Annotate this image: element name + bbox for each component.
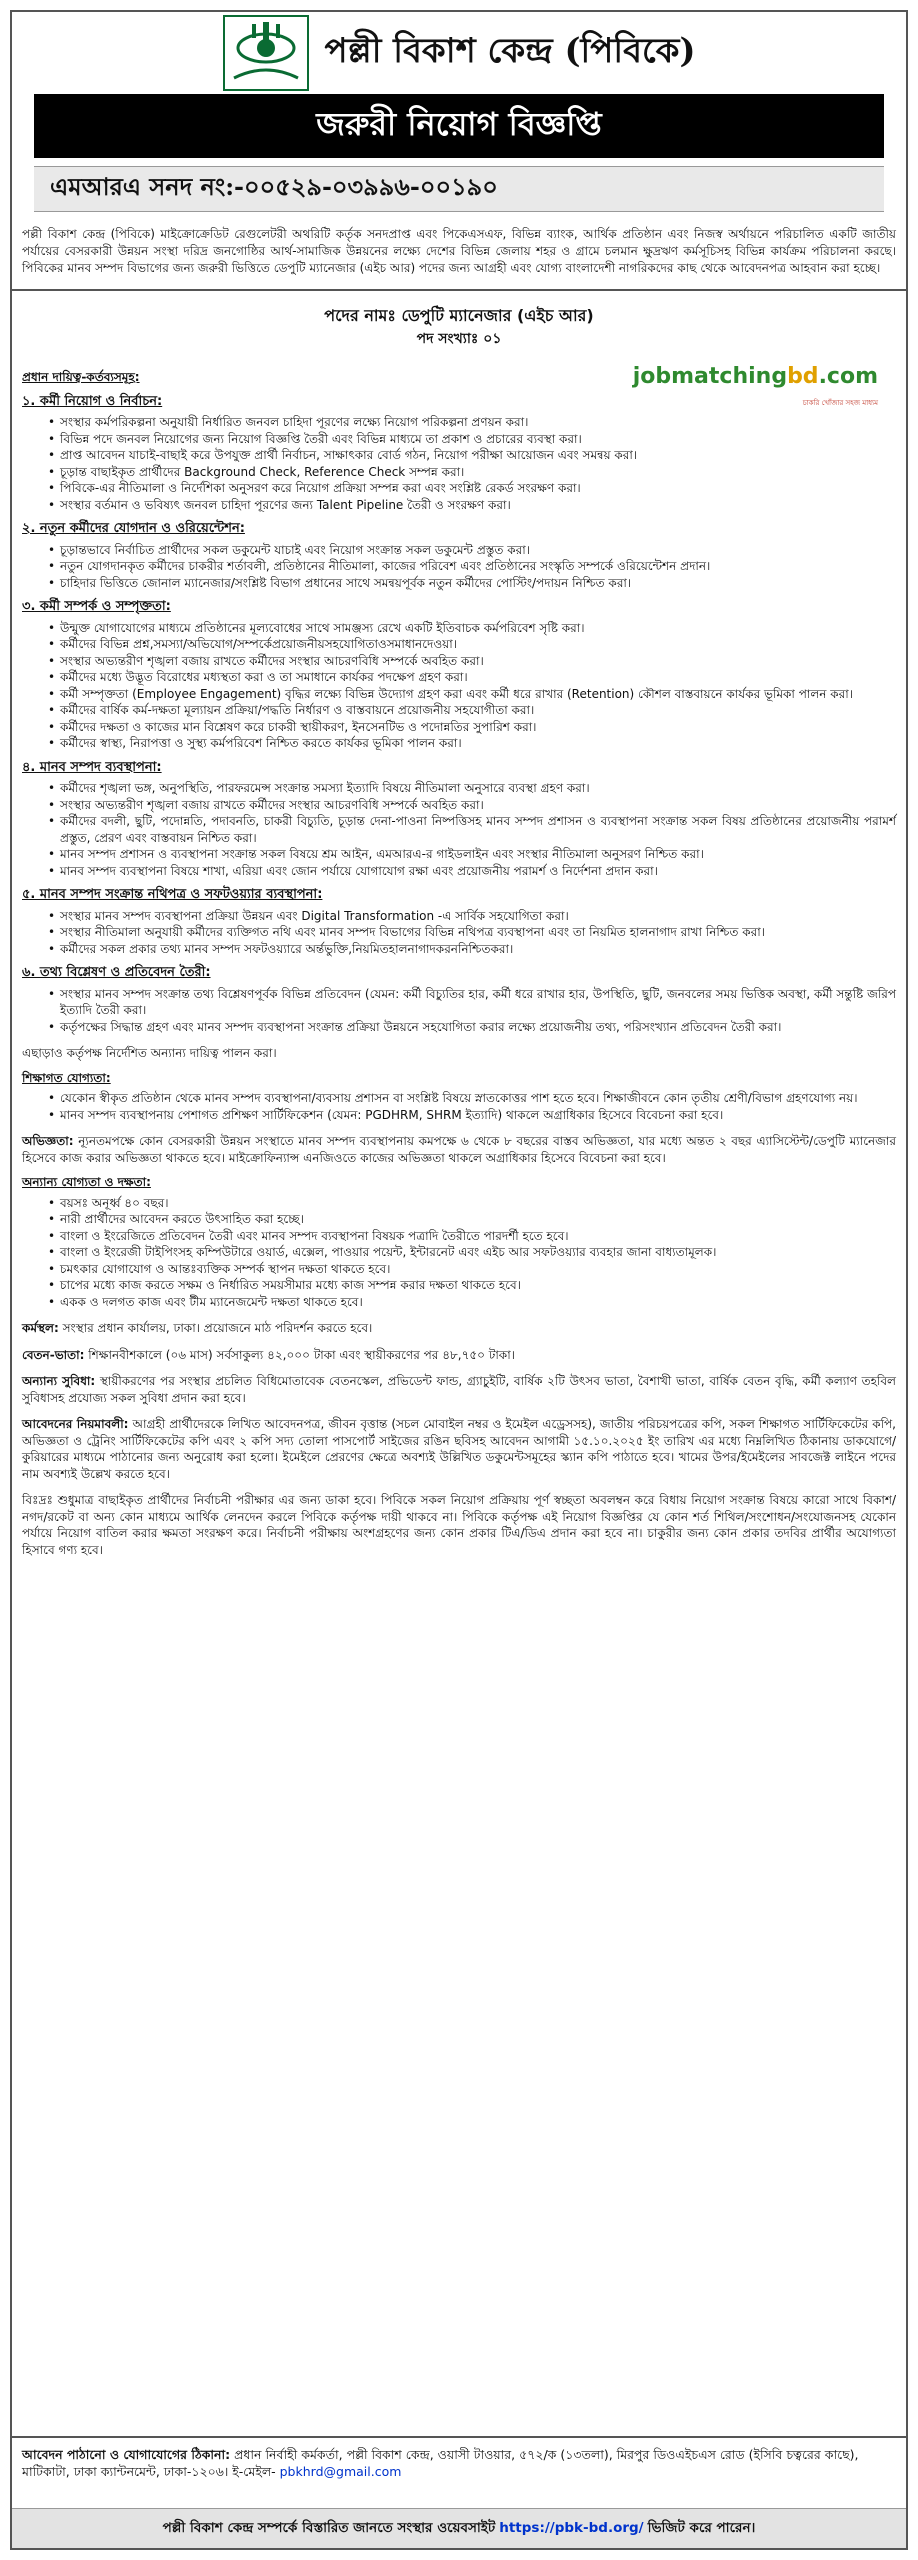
list-item: • সংস্থার কর্মপরিকল্পনা অনুযায়ী নির্ধারিত জনবল চাহিদা পূরণের লক্ষ্যে নিয়োগ পরিকল্পনা প্রণয়ন করা।: [60, 414, 896, 431]
list-item: • চূড়ান্তভাবে নির্বাচিত প্রার্থীদের সকল ডকুমেন্ট যাচাই এবং নিয়োগ সংক্রান্ত সকল ডকুমেন্ট প্রস্তুত করা।: [60, 542, 896, 559]
website-link[interactable]: https://pbk-bd.org/: [499, 2520, 644, 2536]
list-item: • বাংলা ও ইংরেজী টাইপিংসহ কম্পিউটারে ওয়ার্ড, এক্সেল, পাওয়ার পয়েন্ট, ইন্টারনেট এবং এইচ আর সফটওয়্যার ব্যবহার জানা বাধ্যতামূলক।: [60, 1244, 896, 1261]
website-bar-prefix: পল্লী বিকাশ কেন্দ্র সম্পর্কে বিস্তারিত জানতে সংস্থার ওয়েবসাইট: [162, 2520, 496, 2536]
list-item: • চাপের মধ্যে কাজ করতে সক্ষম ও নির্ধারিত সময়সীমার মধ্যে কাজ সম্পন্ন করার দক্ষতা থাকতে হবে।: [60, 1277, 896, 1294]
other-duties: এছাড়াও কর্তৃপক্ষ নির্দেশিত অন্যান্য দায়িত্ব পালন করা।: [22, 1046, 277, 1060]
list-item: • মানব সম্পদ প্রশাসন ও ব্যবস্থাপনা সংক্রান্ত সকল বিষয়ে শ্রম আইন, এমআরএ-র গাইডলাইন এবং সংস্থার নীতিমালা অনুসরণ নিশ্চিত করা।: [60, 846, 896, 863]
post-count: পদ সংখ্যাঃ ০১: [416, 331, 502, 347]
list-item: • সংস্থার অভ্যন্তরীণ শৃঙ্খলা বজায় রাখতে কর্মীদের সংস্থার আচরণবিধি সম্পর্কে অবহিত করা।: [60, 797, 896, 814]
content: [12, 361, 906, 1558]
main-duties-label: প্রধান দায়িত্ব-কর্তব্যসমূহ:: [22, 370, 140, 384]
application-rules-text: আগ্রহী প্রার্থীদেরকে লিখিত আবেদনপত্র, জীবন বৃত্তান্ত (সচল মোবাইল নম্বর ও ইমেইল এড্রেসসহ), জাতীয় পরিচয়পত্রের কপি, সকল শিক্ষাগত সার্টিফিকেটের কপি, অভিজ্ঞতা ও ট্রেনিং সার্টিফিকেটের কপি এবং ২ কপি সদ্য তোলা পাসপোর্ট সাইজের রঙিন ছবিসহ আবেদন আগামী ১৫.১০.২০২৫ ইং তারিখ এর মধ্যে নিম্নলিখিত ঠিকানায় ডাকযোগে/কুরিয়ারের মাধ্যমে পাঠানোর জন্য অনুরোধ করা হলো। ইমেইলে প্রেরণের ক্ষেত্রে অবশ্যই উল্লিখিত ডকুমেন্টসমূহের স্ক্যান কপি পাঠাতে হবে। খামের উপর/ইমেইলের সাবজেক্ট লাইনে পদের নাম অবশ্যই উল্লেখ করতে হবে।: [22, 1417, 896, 1481]
section-title: ৬. তথ্য বিশ্লেষণ ও প্রতিবেদন তৈরী:: [22, 965, 211, 980]
post-title: পদের নামঃ ডেপুটি ম্যানেজার (এইচ আর): [324, 306, 594, 325]
section-list: [50, 542, 896, 592]
list-item: • পিবিকে-এর নীতিমালা ও নির্দেশিকা অনুসরণ করে নিয়োগ প্রক্রিয়া সম্পন্ন করা এবং সংশ্লিষ্ট রেকর্ড সংরক্ষণ করা।: [60, 480, 896, 497]
contact-address-text: প্রধান নির্বাহী কর্মকর্তা, পল্লী বিকাশ কেন্দ্র, ওয়াসী টাওয়ার, ৫৭২/ক (১৩তলা), মিরপুর ডিওএইচএস রোড (ইসিবি চত্বরের কাছে), মাটিকাটা, ঢাকা ক্যান্টনমেন্ট, ঢাকা-১২০৬। ই-মেইল-: [22, 2447, 859, 2479]
website-bar-suffix: ভিজিট করে পারেন।: [647, 2520, 756, 2536]
application-rules-paragraph: [22, 1416, 896, 1482]
intro-paragraph: পল্লী বিকাশ কেন্দ্র (পিবিকে) মাইক্রোক্রেডিট রেগুলেটরী অথরিটি কর্তৃক সনদপ্রাপ্ত এবং পিকেএসএফ, বিভিন্ন ব্যাংক, আর্থিক প্রতিষ্ঠান এবং নিজস্ব অর্থায়নে পরিচালিত একটি জাতীয় পর্যায়ের বেসরকারী উন্নয়ন সংস্থা দরিদ্র জনগোষ্ঠির আর্থ-সামাজিক উন্নয়নের লক্ষ্যে দেশের বিভিন্ন জেলায় শহর ও গ্রামে চলমান ক্ষুদ্রঋণ কর্মসূচিসহ বিভিন্ন কার্যক্রম পরিচালনা করছে। পিবিকের মানব সম্পদ বিভাগের জন্য জরুরী ভিত্তিতে ডেপুটি ম্যানেজার (এইচ আর) পদের জন্য আগ্রহী এবং যোগ্য বাংলাদেশী নাগরিকদের কাছ থেকে আবেদনপত্র আহবান করা হচ্ছে।: [22, 227, 896, 275]
organization-logo-icon: [222, 14, 310, 92]
benefits-paragraph: [22, 1373, 896, 1406]
footer: [12, 2436, 906, 2548]
list-item: • কর্তৃপক্ষের সিদ্ধান্ত গ্রহণ এবং মানব সম্পদ ব্যবস্থাপনা সংক্রান্ত প্রক্রিয়া উন্নয়নে সহযোগিতা করার লক্ষ্যে প্রয়োজনীয় তথ্য, পরিসংখ্যান প্রতিবেদন তৈরী করা।: [60, 1019, 896, 1036]
section-list: [50, 780, 896, 879]
list-item: • বাংলা ও ইংরেজিতে প্রতিবেদন তৈরী এবং মানব সম্পদ ব্যবস্থাপনা বিষয়ক পত্রাদি তৈরীতে পারদর্শী হতে হবে।: [60, 1228, 896, 1245]
note-label: বিঃদ্রঃ: [22, 1493, 53, 1507]
list-item: • কর্মীদের স্বাস্থ্য, নিরাপত্তা ও সুস্থ্য কর্মপরিবেশ নিশ্চিত করতে কার্যকর ভূমিকা পালন করা।: [60, 735, 896, 752]
watermark-accent: bd: [787, 364, 819, 389]
list-item: • কর্মীদের বার্ষিক কর্ম-দক্ষতা মূল্যায়ন প্রক্রিয়া/পদ্ধতি নির্ধারণ ও বাস্তবায়নে প্রয়োজনীয় সহযোগীতা করা।: [60, 702, 896, 719]
list-item: • কর্মীদের বদলী, ছুটি, পদোন্নতি, পদাবনতি, চাকরী বিচ্যুতি, চূড়ান্ত দেনা-পাওনা নিষ্পত্তিসহ মানব সম্পদ প্রশাসন ও ব্যবস্থাপনা সংক্রান্ত সকল বিষয় প্রতিষ্ঠানের প্রয়োজনীয় পরামর্শ প্রস্তুত, প্রেরণ এবং বাস্তবায়ন নিশ্চিত করা।: [60, 813, 896, 846]
experience-text: ন্যূনতমপক্ষে কোন বেসরকারী উন্নয়ন সংস্থাতে মানব সম্পদ ব্যবস্থাপনায় কমপক্ষে ৬ থেকে ৮ বছরের বাস্তব অভিজ্ঞতা, যার মধ্যে অন্তত ২ বছর এ্যাসিস্টেন্ট/ডেপুটি ম্যানেজার হিসেবে কাজ করার অভিজ্ঞতা থাকতে হবে। মাইক্রোফিন্যান্স এনজিওতে কাজের অভিজ্ঞতা থাকলে অগ্রাধিকার হিসেবে বিবেচনা করা হবে।: [22, 1134, 896, 1165]
registration-number: এমআরএ সনদ নং:-০০৫২৯-০৩৯৯৬-০০১৯০: [34, 166, 884, 212]
list-item: • বয়সঃ অনূর্ধ্ব ৪০ বছর।: [60, 1195, 896, 1212]
contact-address-label: আবেদন পাঠানো ও যোগাযোগের ঠিকানা:: [22, 2447, 231, 2462]
list-item: • চমৎকার যোগাযোগ ও আন্তঃব্যক্তিক সম্পর্ক স্থাপন দক্ষতা থাকতে হবে।: [60, 1261, 896, 1278]
list-item: • সংস্থার বর্তমান ও ভবিষ্যৎ জনবল চাহিদা পূরণের জন্য Talent Pipeline তৈরী ও সংরক্ষণ করা।: [60, 497, 896, 514]
watermark-main: jobmatching: [632, 364, 788, 389]
list-item: • চূড়ান্ত বাছাইকৃত প্রার্থীদের Background Check, Reference Check সম্পন্ন করা।: [60, 464, 896, 481]
list-item: • কর্মীদের মধ্যে উদ্ভূত বিরোধের মধ্যস্থতা করা ও তা সমাধানে কার্যকর পদক্ষেপ গ্রহণ করা।: [60, 669, 896, 686]
list-item: • সংস্থার নীতিমালা অনুযায়ী কর্মীদের ব্যক্তিগত নথি এবং মানব সম্পদ বিভাগের বিভিন্ন নথিপত্র ব্যবস্থাপনা এবং তা নিয়মিত হালনাগাদ রাখা নিশ্চিত করা।: [60, 924, 896, 941]
experience-paragraph: [22, 1133, 896, 1166]
salary-paragraph: [22, 1347, 896, 1364]
list-item: • কর্মীদের বিভিন্ন প্রশ্ন,সমস্যা/অভিযোগ/সম্পর্কেপ্রয়োজনীয়সহযোগিতাওসমাধানদেওয়া।: [60, 636, 896, 653]
job-notice-page: [10, 10, 908, 2550]
workplace-label: কর্মস্থল:: [22, 1321, 59, 1335]
section-list: [50, 986, 896, 1036]
list-item: • একক ও দলগত কাজ এবং টীম ম্যানেজমেন্ট দক্ষতা থাকতে হবে।: [60, 1294, 896, 1311]
experience-label: অভিজ্ঞতা:: [22, 1134, 74, 1148]
section-list: [50, 908, 896, 958]
list-item: • মানব সম্পদ ব্যবস্থাপনায় পেশাগত প্রশিক্ষণ সার্টিফিকেশন (যেমন: PGDHRM, SHRM ইত্যাদি) থাকলে অগ্রাধিকার হিসেবে বিবেচনা করা হবে।: [60, 1107, 896, 1124]
section-title: ৫. মানব সম্পদ সংক্রান্ত নথিপত্র ও সফটওয়্যার ব্যবস্থাপনা:: [22, 887, 323, 902]
workplace-text: সংস্থার প্রধান কার্যালয়, ঢাকা। প্রয়োজনে মাঠ পরিদর্শন করতে হবে।: [58, 1321, 373, 1335]
list-item: • কর্মী সম্পৃক্ততা (Employee Engagement) বৃদ্ধির লক্ষ্যে বিভিন্ন উদ্যোগ গ্রহণ করা এবং কর্মী ধরে রাখার (Retention) কৌশল বাস্তবায়নে কার্যকর ভূমিকা পালন করা।: [60, 686, 896, 703]
education-list: [50, 1090, 896, 1123]
jobmatching-watermark: [632, 364, 878, 407]
list-item: • যেকোন স্বীকৃত প্রতিষ্ঠান থেকে মানব সম্পদ ব্যবস্থাপনা/ব্যবসায় প্রশাসন বা সংশ্লিষ্ট বিষয়ে স্নাতকোত্তর পাশ হতে হবে। শিক্ষাজীবনে কোন তৃতীয় শ্রেণী/বিভাগ গ্রহণযোগ্য নয়।: [60, 1090, 896, 1107]
other-qualifications-list: [50, 1195, 896, 1311]
section-title: ১. কর্মী নিয়োগ ও নির্বাচন:: [22, 393, 163, 409]
education-title: শিক্ষাগত যোগ্যতা:: [22, 1070, 111, 1085]
list-item: • নতুন যোগদানকৃত কর্মীদের চাকরীর শর্তাবলী, প্রতিষ্ঠানের নীতিমালা, কাজের পরিবেশ এবং প্রতিষ্ঠানের সংস্কৃতি সম্পর্কে ওরিয়েন্টেশন প্রদান।: [60, 558, 896, 575]
list-item: • বিভিন্ন পদে জনবল নিয়োগের জন্য নিয়োগ বিজ্ঞপ্তি তৈরী এবং বিভিন্ন মাধ্যমে তা প্রকাশ ও প্রচারের ব্যবস্থা করা।: [60, 431, 896, 448]
other-qualifications-title: অন্যান্য যোগ্যতা ও দক্ষতা:: [22, 1175, 151, 1189]
watermark-tail: .com: [818, 364, 878, 389]
list-item: • প্রাপ্ত আবেদন যাচাই-বাছাই করে উপযুক্ত প্রার্থী নির্বাচন, সাক্ষাৎকার বোর্ড গঠন, নিয়োগ পরীক্ষা আয়োজন এবং সমন্বয় করা।: [60, 447, 896, 464]
list-item: • কর্মীদের শৃঙ্খলা ভঙ্গ, অনুপস্থিতি, পারফরমেন্স সংক্রান্ত সমস্যা ইত্যাদি বিষয়ে নীতিমালা অনুসারে ব্যবস্থা গ্রহণ করা।: [60, 780, 896, 797]
list-item: • উন্মুক্ত যোগাযোগের মাধ্যমে প্রতিষ্ঠানের মূল্যবোধের সাথে সামঞ্জস্য রেখে একটি ইতিবাচক কর্মপরিবেশ সৃষ্টি করা।: [60, 620, 896, 637]
header: [12, 12, 906, 74]
note-paragraph: [22, 1492, 896, 1558]
list-item: • নারী প্রার্থীদের আবেদন করতে উৎসাহিত করা হচ্ছে।: [60, 1211, 896, 1228]
section-list: [50, 620, 896, 752]
workplace-paragraph: [22, 1320, 896, 1337]
organization-name: পল্লী বিকাশ কেন্দ্র (পিবিকে): [324, 30, 696, 71]
section-title: ২. নতুন কর্মীদের যোগদান ও ওরিয়েন্টেশন:: [22, 521, 245, 536]
benefits-label: অন্যান্য সুবিধা:: [22, 1374, 96, 1388]
list-item: • সংস্থার মানব সম্পদ সংক্রান্ত তথ্য বিশ্লেষণপূর্বক বিভিন্ন প্রতিবেদন (যেমন: কর্মী বিচ্যুতির হার, কর্মী ধরে রাখার হার, উপস্থিতি, ছুটি, জনবলের সময় ভিত্তিক অবস্থা, কর্মী সন্তুষ্টি জরিপ ইত্যাদি তৈরী করা।: [60, 986, 896, 1019]
section-list: [50, 414, 896, 513]
list-item: • সংস্থার অভ্যন্তরীণ শৃঙ্খলা বজায় রাখতে কর্মীদের সংস্থার আচরণবিধি সম্পর্কে অবহিত করা।: [60, 653, 896, 670]
salary-label: বেতন-ভাতা:: [22, 1347, 85, 1362]
divider: [12, 289, 906, 291]
section-title: ৪. মানব সম্পদ ব্যবস্থাপনা:: [22, 759, 162, 775]
list-item: • কর্মীদের দক্ষতা ও কাজের মান বিশ্লেষণ করে চাকরী স্থায়ীকরণ, ইনসেনটিভ ও পদোন্নতির সুপারিশ করা।: [60, 719, 896, 736]
list-item: • চাহিদার ভিত্তিতে জোনাল ম্যানেজার/সংশ্লিষ্ট বিভাগ প্রধানের সাথে সমন্বয়পূর্বক নতুন কর্মীদের পোস্টিং/পদায়ন নিশ্চিত করা।: [60, 575, 896, 592]
website-bar: [12, 2508, 906, 2548]
benefits-text: স্থায়ীকরণের পর সংস্থার প্রচলিত বিধিমোতাবেক বেতনস্কেল, প্রভিডেন্ট ফান্ড, গ্র্যাচুইটি, বার্ষিক ২টি উৎসব ভাতা, বৈশাখী ভাতা, বার্ষিক বেতন বৃদ্ধি, কর্মী কল্যাণ তহবিল সুবিধাসহ প্রযোজ্য সকল সুবিধা প্রদান করা হবে।: [22, 1374, 896, 1405]
application-rules-label: আবেদনের নিয়মাবলী:: [22, 1417, 129, 1431]
watermark-tagline: চাকরি খোঁজার সহজ মাধ্যম: [802, 399, 878, 407]
note-text: শুধুমাত্র বাছাইকৃত প্রার্থীদের নির্বাচনী পরীক্ষার এর জন্য ডাকা হবে। পিবিকে সকল নিয়োগ প্রক্রিয়ায় পূর্ণ স্বচ্ছতা অবলম্বন করে বিধায় নিয়োগ সংক্রান্ত বিষয়ে কারো সাথে বিকাশ/নগদ/রকেট বা অন্য কোন মাধ্যমে আর্থিক লেনদেন করলে পিবিকে কর্তৃপক্ষ দায়ী থাকবে না। পিবিকে কর্তৃপক্ষ এই নিয়োগ বিজ্ঞপ্তির যে কোন শর্ত শিথিল/সংশোধন/সংযোজনসহ যেকোন পর্যায়ে নিয়োগ বাতিল করার ক্ষমতা সংরক্ষণ করে। নির্বাচনী পরীক্ষায় অংশগ্রহণের জন্য কোন প্রকার টিএ/ডিএ প্রদান করা হবে না। চাকুরীর জন্য কোন প্রকার তদবির প্রার্থীর অযোগ্যতা হিসাবে গণ্য হবে।: [22, 1493, 896, 1557]
list-item: • মানব সম্পদ ব্যবস্থাপনা বিষয়ে শাখা, এরিয়া এবং জোন পর্যায়ে যোগাযোগ রক্ষা এবং প্রয়োজনীয় পরামর্শ ও নির্দেশনা প্রদান করা।: [60, 863, 896, 880]
list-item: • কর্মীদের সকল প্রকার তথ্য মানব সম্পদ সফটওয়্যারে অর্ন্তভুক্তি,নিয়মিতহালনাগাদকরননিশ্চিতকরা।: [60, 941, 896, 958]
contact-email-link[interactable]: pbkhrd@gmail.com: [279, 2464, 402, 2479]
salary-text: শিক্ষানবীশকালে (০৬ মাস) সর্বসাকুল্য ৪২,০০০ টাকা এবং স্থায়ীকরণের পর ৪৮,৭৫০ টাকা।: [84, 1347, 515, 1362]
section-title: ৩. কর্মী সম্পর্ক ও সম্পৃক্ততা:: [22, 599, 171, 614]
list-item: • সংস্থার মানব সম্পদ ব্যবস্থাপনা প্রক্রিয়া উন্নয়ন এবং Digital Transformation -এ সার্বিক সহযোগিতা করা।: [60, 908, 896, 925]
contact-address: [22, 2446, 896, 2480]
duty-sections: [22, 394, 896, 1036]
notice-banner: জরুরী নিয়োগ বিজ্ঞপ্তি: [34, 94, 884, 158]
